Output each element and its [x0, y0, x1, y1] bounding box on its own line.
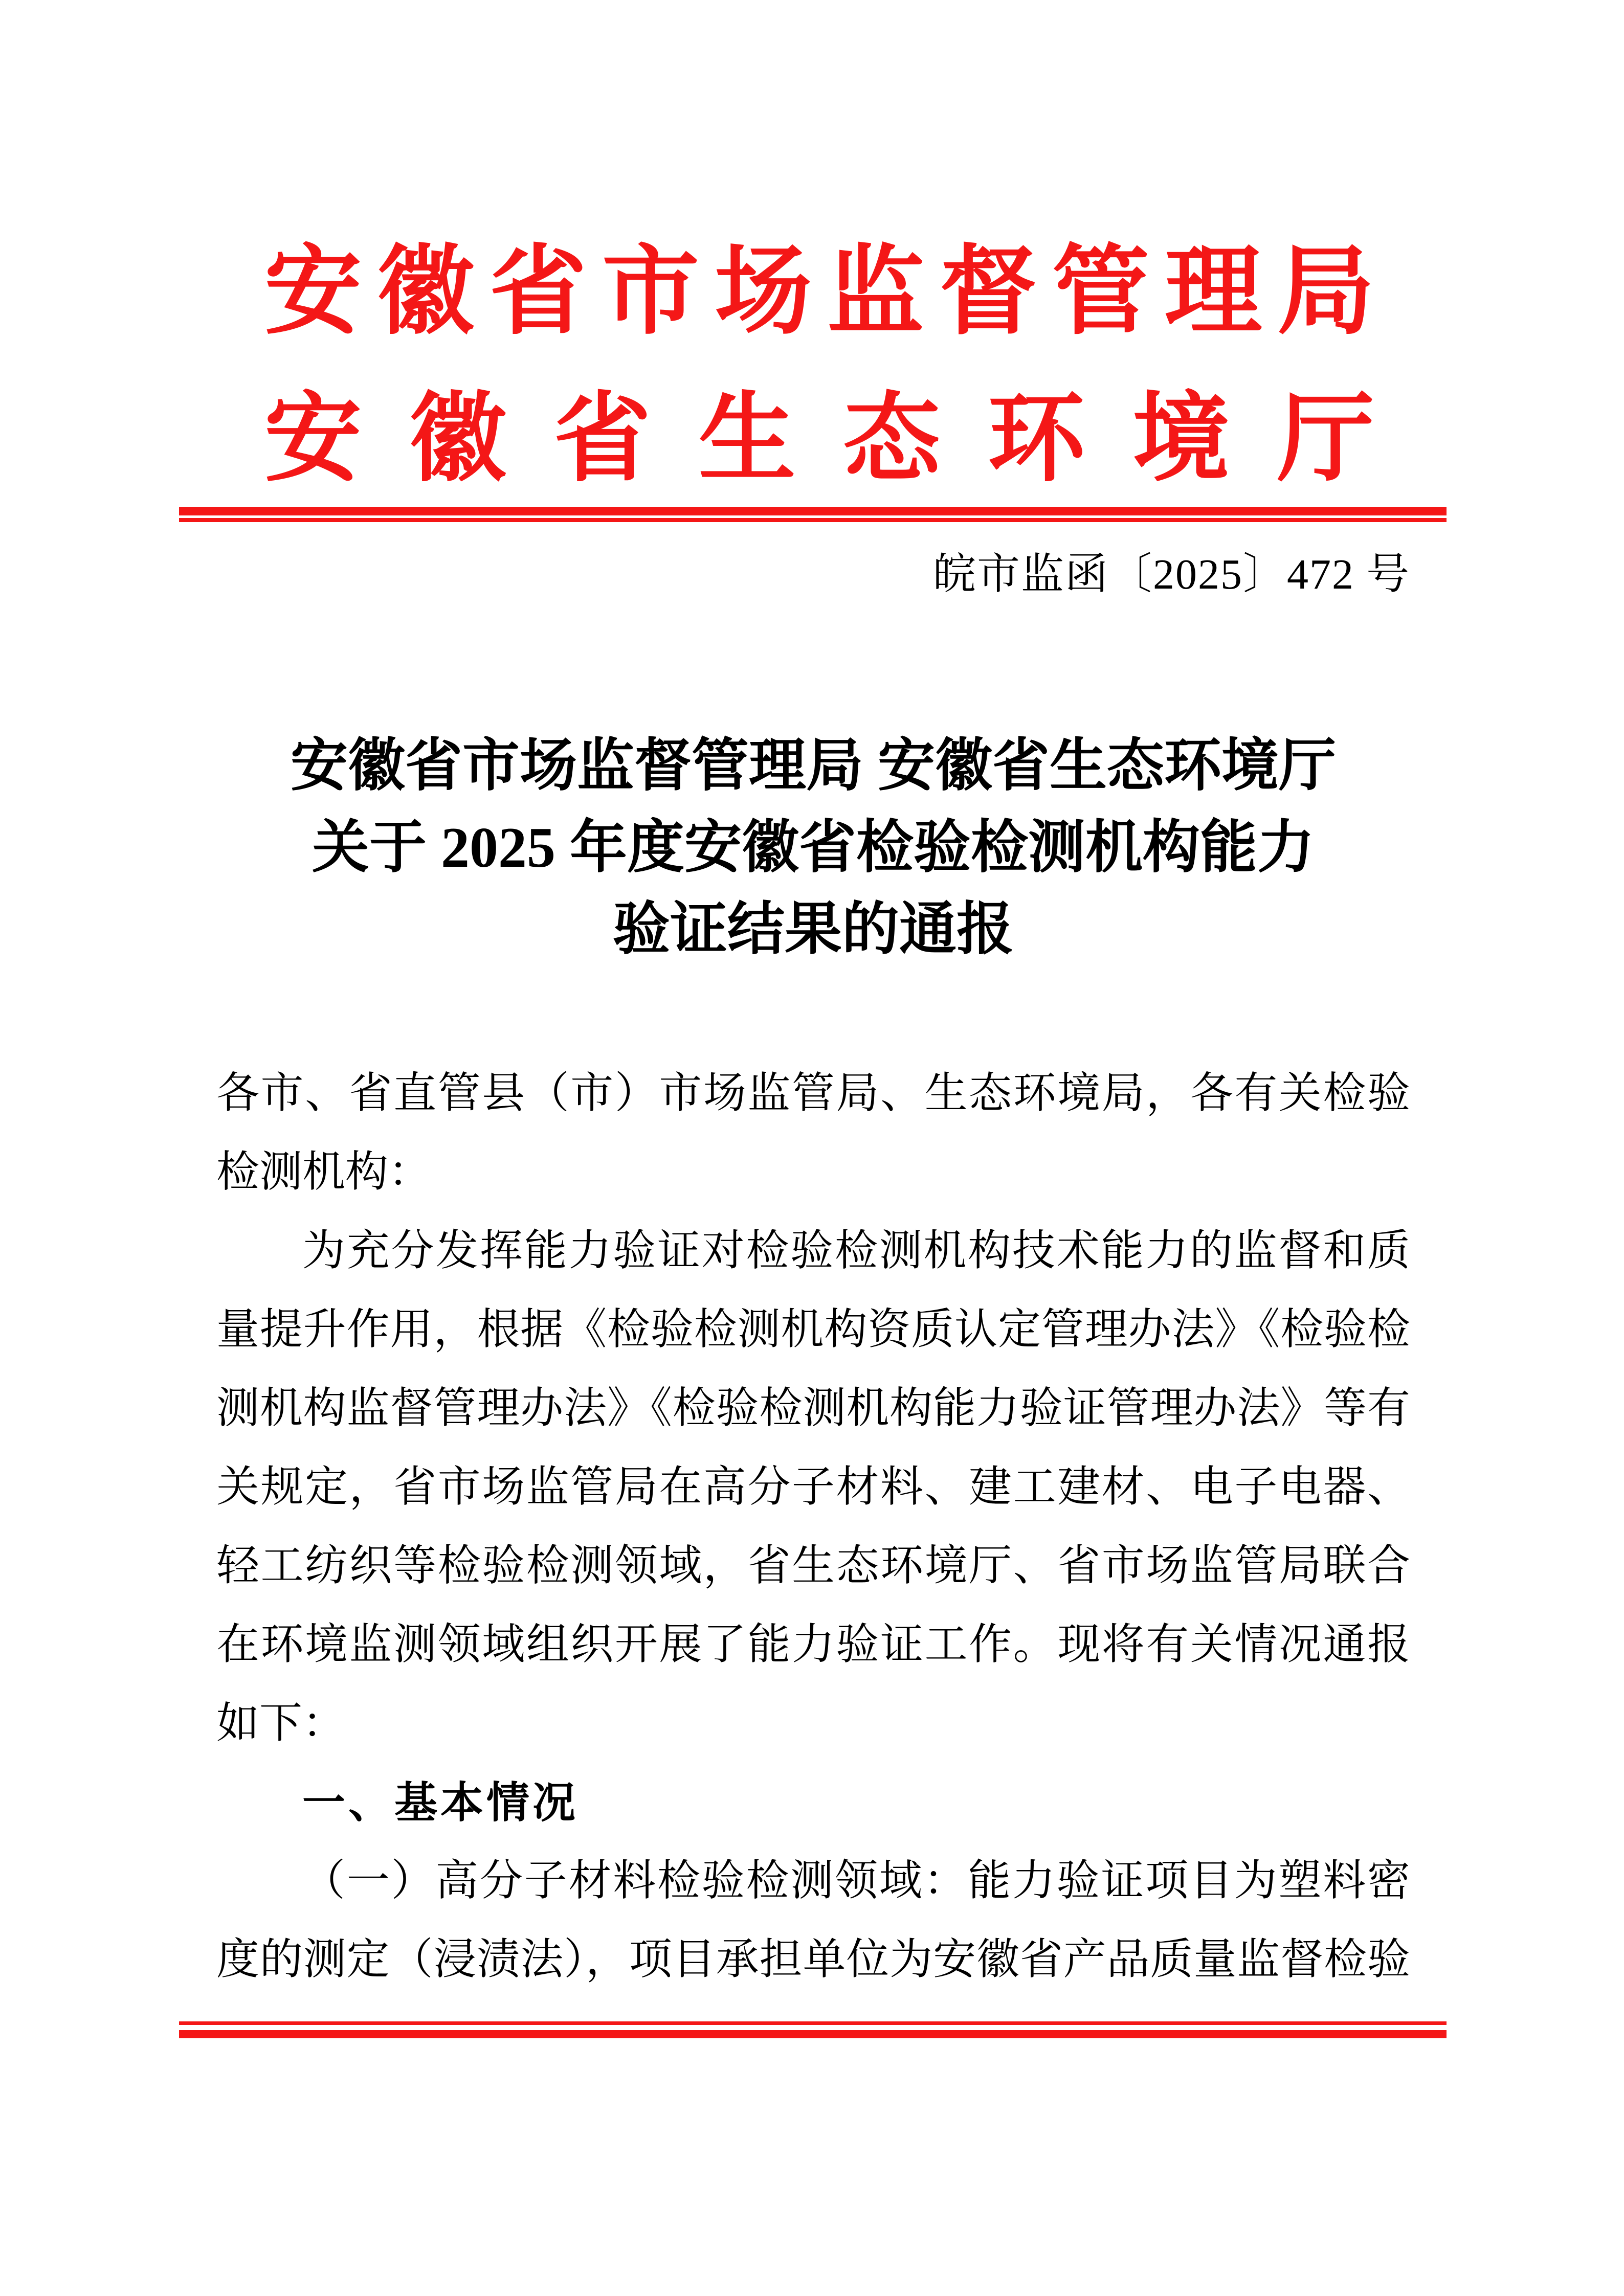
body-line-salutation-2: 检测机构：	[216, 1149, 432, 1196]
body-line: （一）高分子材料检验检测领域：能力验证项目为塑料密	[302, 1857, 1410, 1905]
document-title-line-2: 关于 2025 年度安徽省检验检测机构能力	[312, 816, 1315, 880]
header-rule-thick	[179, 507, 1447, 515]
body-line: 轻工纺织等检验检测领域，省生态环境厅、省市场监管局联合	[216, 1542, 1410, 1590]
body-line: 测机构监督管理办法》《检验检测机构能力验证管理办法》等有	[216, 1385, 1410, 1432]
body-line-salutation-1: 各市、省直管县（市）市场监管局、生态环境局，各有关检验	[216, 1070, 1410, 1117]
letterhead-org-name-1: 安徽省市场监督管理局	[264, 239, 1374, 346]
footer-rule-thin	[179, 2021, 1447, 2025]
document-title	[216, 725, 1410, 971]
document-number: 皖市监函〔2025〕472 号	[932, 551, 1410, 598]
body-line: 度的测定（浸渍法），项目承担单位为安徽省产品质量监督检验	[216, 1936, 1410, 1984]
document-body	[216, 1054, 1410, 1999]
letterhead-org-name-2: 安徽省生态环境厅	[264, 386, 1374, 493]
section-heading: 一、基本情况	[302, 1779, 579, 1827]
body-line: 为充分发挥能力验证对检验检测机构技术能力的监督和质	[302, 1227, 1410, 1275]
footer-rule-thick	[179, 2030, 1447, 2038]
header-rule-thin	[179, 518, 1447, 522]
document-title-line-1: 安徽省市场监督管理局 安徽省生态环境厅	[291, 734, 1336, 798]
body-line: 在环境监测领域组织开展了能力验证工作。现将有关情况通报	[216, 1621, 1410, 1669]
body-line: 如下：	[216, 1700, 346, 1747]
body-line: 关规定，省市场监管局在高分子材料、建工建材、电子电器、	[216, 1464, 1410, 1511]
document-title-line-3: 验证结果的通报	[613, 898, 1014, 961]
body-line: 量提升作用，根据《检验检测机构资质认定管理办法》《检验检	[216, 1306, 1410, 1354]
